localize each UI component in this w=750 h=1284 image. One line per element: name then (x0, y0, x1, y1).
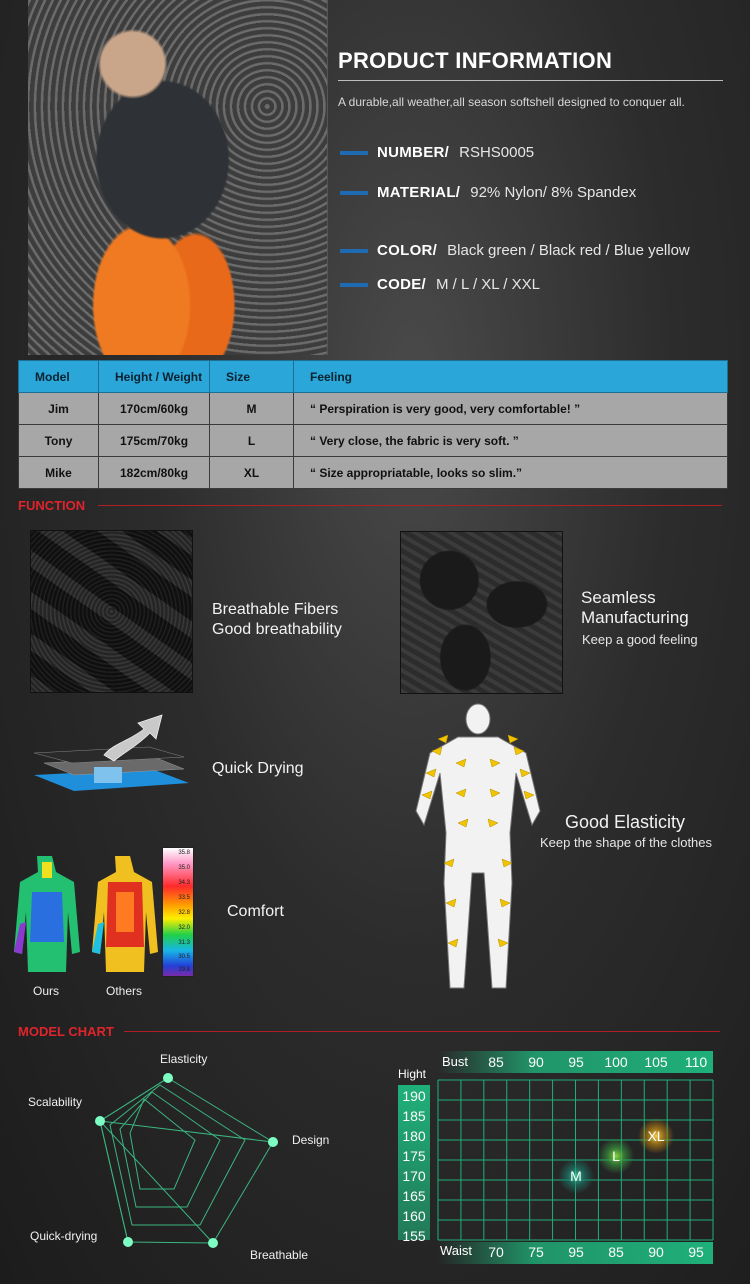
col-model: Model (19, 361, 99, 393)
spec-bullet (340, 249, 368, 253)
bust-tick: 85 (488, 1054, 504, 1070)
title-divider (338, 80, 723, 81)
col-height-weight: Height / Weight (99, 361, 210, 393)
height-tick: 185 (402, 1108, 426, 1124)
cell-height-weight: 182cm/80kg (99, 457, 210, 489)
spec-key: NUMBER/ (377, 144, 450, 161)
seamless-title-1: Seamless (581, 588, 656, 607)
heat-scale-tick: 29.8 (178, 967, 190, 973)
waist-tick: 95 (688, 1244, 704, 1260)
size-point-label: L (612, 1148, 620, 1164)
cell-feeling: “ Very close, the fabric is very soft. ” (294, 425, 728, 457)
height-tick: 175 (402, 1148, 426, 1164)
spec-value: Black green / Black red / Blue yellow (447, 242, 690, 259)
model-chart-divider (124, 1031, 720, 1032)
waist-tick: 75 (528, 1244, 544, 1260)
radar-label-quick-drying: Quick-drying (30, 1229, 98, 1243)
spec-material (340, 184, 636, 201)
radar-label-elasticity: Elasticity (160, 1052, 208, 1066)
height-tick: 190 (402, 1088, 426, 1104)
thermal-image-others (90, 852, 160, 977)
waist-tick: 95 (568, 1244, 584, 1260)
spec-bullet (340, 191, 368, 195)
spec-color (340, 242, 690, 259)
cell-model: Jim (19, 393, 99, 425)
cell-model: Mike (19, 457, 99, 489)
page-title: PRODUCT INFORMATION (338, 48, 613, 73)
cell-height-weight: 170cm/60kg (99, 393, 210, 425)
heat-label-others: Others (106, 984, 143, 998)
height-label: Hight (398, 1067, 427, 1081)
size-grid-chart (398, 1045, 718, 1270)
size-point-label: M (570, 1168, 582, 1184)
cell-size: M (210, 393, 294, 425)
elasticity-subtitle: Keep the shape of the clothes (540, 835, 713, 850)
spec-value: RSHS0005 (459, 144, 535, 161)
breathable-text (212, 600, 342, 640)
model-size-table (18, 360, 728, 489)
col-size: Size (210, 361, 294, 393)
heat-scale-tick: 34.3 (178, 880, 190, 886)
spec-key: COLOR/ (377, 242, 438, 259)
heat-label-ours: Ours (33, 984, 60, 998)
heat-scale-tick: 32.8 (178, 910, 190, 916)
elasticity-title: Good Elasticity (565, 812, 686, 832)
spec-bullet (340, 283, 368, 287)
heat-scale-tick: 35.8 (178, 850, 190, 856)
heat-scale-tick: 30.5 (178, 954, 190, 960)
radar-label-design: Design (292, 1133, 330, 1147)
mesh-fabric-image (30, 530, 193, 693)
spec-number (340, 144, 534, 161)
cell-size: L (210, 425, 294, 457)
waist-label: Waist (440, 1243, 473, 1258)
quick-drying-label: Quick Drying (212, 760, 304, 777)
comfort-label: Comfort (227, 903, 284, 920)
height-tick: 165 (402, 1188, 426, 1204)
seamless-title-2: Manufacturing (581, 608, 689, 627)
seamless-subtitle: Keep a good feeling (582, 632, 698, 647)
waist-tick: 85 (608, 1244, 624, 1260)
thermal-color-scale (162, 847, 194, 977)
bust-tick: 95 (568, 1054, 584, 1070)
col-feeling: Feeling (294, 361, 728, 393)
bust-tick: 110 (684, 1054, 708, 1070)
radar-label-breathable: Breathable (250, 1248, 309, 1262)
heat-scale-tick: 35.0 (178, 865, 190, 871)
height-tick: 170 (402, 1168, 426, 1184)
seamless-text (581, 588, 689, 628)
breathable-title: Breathable Fibers (212, 601, 339, 618)
bust-label: Bust (442, 1054, 469, 1069)
product-subtitle: A durable,all weather,all season softshell designed to conquer all. (338, 95, 685, 109)
heat-scale-tick: 32.0 (178, 925, 190, 931)
height-tick: 160 (402, 1208, 426, 1224)
table-row (19, 393, 728, 425)
cell-size: XL (210, 457, 294, 489)
heat-scale-tick: 31.3 (178, 940, 190, 946)
spec-key: CODE/ (377, 276, 427, 293)
table-row (19, 457, 728, 489)
seamless-fabric-image (400, 531, 563, 694)
quick-drying-graphic (34, 713, 189, 803)
height-tick: 155 (402, 1228, 426, 1244)
height-tick: 180 (402, 1128, 426, 1144)
function-divider (98, 505, 722, 506)
breathable-subtitle: Good breathability (212, 621, 342, 638)
radar-label-scalability: Scalability (28, 1095, 83, 1109)
waist-tick: 90 (648, 1244, 664, 1260)
elasticity-body-graphic (408, 703, 548, 993)
spec-bullet (340, 151, 368, 155)
model-chart-heading: MODEL CHART (18, 1024, 114, 1039)
spec-key: MATERIAL/ (377, 184, 461, 201)
spec-code (340, 276, 540, 293)
cell-model: Tony (19, 425, 99, 457)
cell-feeling: “ Size appropriatable, looks so slim.” (294, 457, 728, 489)
cell-height-weight: 175cm/70kg (99, 425, 210, 457)
table-row (19, 425, 728, 457)
spec-value: M / L / XL / XXL (436, 276, 540, 293)
function-heading: FUNCTION (18, 498, 86, 513)
size-point-label: XL (647, 1128, 665, 1144)
heat-scale-tick: 33.5 (178, 895, 190, 901)
bust-tick: 100 (604, 1054, 628, 1070)
bust-tick: 105 (644, 1054, 668, 1070)
bust-tick: 90 (528, 1054, 544, 1070)
table-header-row (19, 361, 728, 393)
waist-tick: 70 (488, 1244, 504, 1260)
thermal-image-ours (12, 852, 82, 977)
model-photo (28, 0, 328, 355)
cell-feeling: “ Perspiration is very good, very comfortable! ” (294, 393, 728, 425)
spec-value: 92% Nylon/ 8% Spandex (470, 184, 637, 201)
